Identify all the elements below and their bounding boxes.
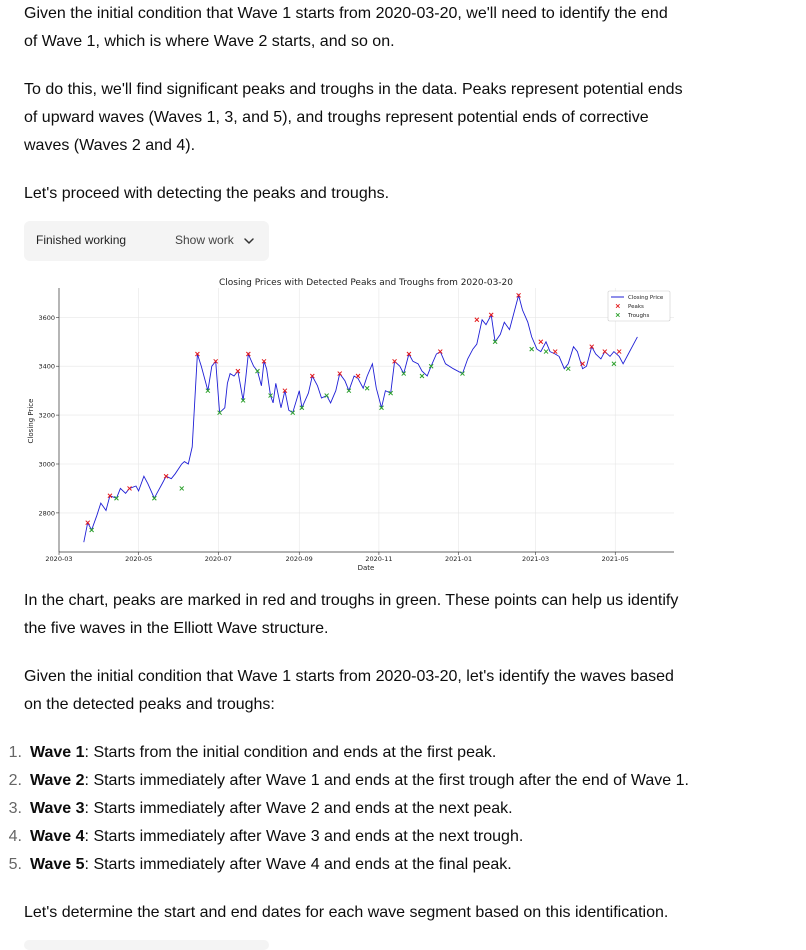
legend-label: Troughs (628, 313, 650, 319)
x-tick-label: 2021-01 (444, 555, 473, 563)
wave-name: Wave 2 (30, 772, 85, 789)
wave-list (0, 739, 790, 879)
list-item (0, 851, 790, 879)
proceed-paragraph: Let's proceed with detecting the peaks and troughs. (24, 185, 390, 202)
list-item (0, 739, 790, 767)
intro-paragraph: Given the initial condition that Wave 1 starts from 2020-03-20, we'll need to identify the end of Wave 1, which is where Wave 2 starts, and so on. (24, 5, 668, 50)
wave-description: : Starts immediately after Wave 1 and ends at the first trough after the end of Wave 1. (84, 772, 689, 789)
list-item (0, 795, 790, 823)
list-number: 5. (8, 856, 22, 873)
wave-description: : Starts from the initial condition and ends at the first peak. (84, 744, 497, 761)
chart-title: Closing Prices with Detected Peaks and Troughs from 2020-03-20 (218, 278, 514, 288)
peak-marker (356, 374, 360, 378)
wave-name: Wave 1 (30, 744, 85, 761)
x-tick-label: 2021-03 (522, 555, 550, 563)
peak-marker (553, 350, 557, 354)
peak-marker (539, 340, 543, 344)
trough-marker (180, 486, 184, 490)
trough-marker (114, 496, 118, 500)
x-tick-label: 2020-03 (45, 555, 73, 563)
peak-marker (164, 474, 168, 478)
trough-marker (365, 386, 369, 390)
peak-marker (475, 318, 479, 322)
trough-marker (566, 367, 570, 371)
y-axis-label: Closing Price (27, 398, 35, 444)
wave-description: : Starts immediately after Wave 4 and ends at the final peak. (84, 856, 512, 873)
y-tick-label: 3400 (38, 362, 55, 371)
trough-marker (152, 496, 156, 500)
legend-label: Peaks (628, 304, 644, 310)
peak-marker (438, 350, 442, 354)
list-item (0, 823, 790, 851)
work-status-label: Finished working (36, 233, 127, 247)
list-number: 4. (8, 828, 22, 845)
list-number: 3. (8, 800, 22, 817)
show-work-button[interactable]: Show work (175, 233, 234, 247)
list-item (0, 767, 790, 795)
closing-price-line (84, 295, 638, 542)
work-status-toggle[interactable] (24, 221, 269, 261)
wave-description: : Starts immediately after Wave 2 and ends at the next peak. (84, 800, 513, 817)
trough-marker (347, 389, 351, 393)
wave-name: Wave 5 (30, 856, 85, 873)
chart-svg (24, 273, 677, 575)
method-paragraph: To do this, we'll find significant peaks and troughs in the data. Peaks represent potential ends of upward waves (Waves 1, 3, and 5), and troughs represent potential ends of corrective waves (Waves 2 and 4). (24, 81, 683, 154)
list-number: 1. (8, 744, 22, 761)
wave-name: Wave 4 (30, 828, 85, 845)
price-chart (24, 273, 677, 575)
trough-marker (530, 347, 534, 351)
list-number: 2. (8, 772, 22, 789)
y-tick-label: 3600 (38, 313, 55, 322)
legend-label: Closing Price (628, 295, 664, 301)
y-tick-label: 3200 (38, 411, 55, 420)
y-tick-label: 2800 (38, 509, 55, 518)
y-tick-label: 3000 (38, 460, 55, 469)
trough-marker (420, 374, 424, 378)
peak-marker (128, 486, 132, 490)
trough-marker (460, 372, 464, 376)
chart-legend (608, 291, 670, 321)
chart-explanation-paragraph: In the chart, peaks are marked in red and troughs in green. These points can help us identify the five waves in the Elliott Wave structure. (24, 592, 679, 637)
closing-paragraph: Let's determine the start and end dates for each wave segment based on this identification. (24, 904, 669, 921)
trough-marker (544, 350, 548, 354)
x-axis-label: Date (357, 564, 375, 572)
next-work-status-toggle[interactable] (24, 940, 269, 950)
x-tick-label: 2020-07 (204, 555, 232, 563)
chevron-down-icon[interactable] (243, 235, 255, 247)
wave-intro-paragraph: Given the initial condition that Wave 1 starts from 2020-03-20, let's identify the waves based on the detected peaks and troughs: (24, 668, 674, 713)
wave-name: Wave 3 (30, 800, 85, 817)
x-tick-label: 2020-05 (125, 555, 153, 563)
wave-description: : Starts immediately after Wave 3 and ends at the next trough. (84, 828, 524, 845)
peak-marker (617, 350, 621, 354)
trough-marker (325, 394, 329, 398)
x-tick-label: 2020-11 (365, 555, 393, 563)
x-tick-label: 2021-05 (601, 555, 629, 563)
peak-marker (603, 350, 607, 354)
x-tick-label: 2020-09 (285, 555, 313, 563)
